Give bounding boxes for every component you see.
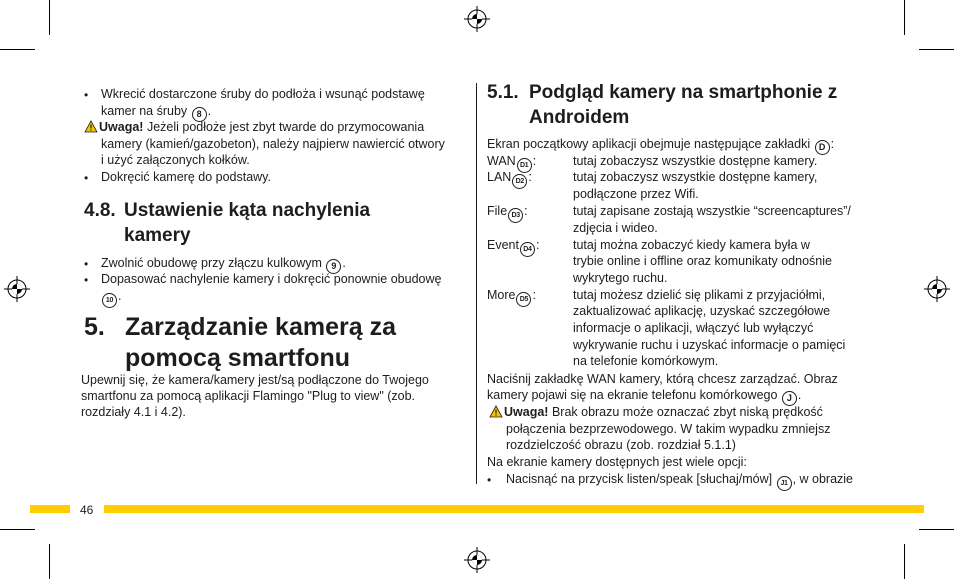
tab-description: tutaj zobaczysz wszystkie dostępne kamery, <box>573 170 818 184</box>
paragraph-line: Ekran początkowy aplikacji obejmuje następujące zakładki D : <box>487 136 834 155</box>
crop-mark <box>919 529 954 530</box>
column-divider <box>476 83 477 484</box>
footer-accent-bar <box>104 505 924 513</box>
bullet-icon: • <box>487 473 492 487</box>
paragraph-line: rozdziały 4.1 i 4.2). <box>81 405 186 419</box>
footer-accent-bar <box>30 505 70 513</box>
tab-description: na telefonie komórkowym. <box>573 354 719 368</box>
crop-mark <box>904 544 905 579</box>
bullet-icon: • <box>84 273 89 287</box>
tab-description: informacje o aplikacji, włączyć lub wyłączyć <box>573 321 814 335</box>
callout-badge: 8 <box>192 107 207 122</box>
registration-mark-icon <box>464 6 490 32</box>
crop-mark <box>904 0 905 35</box>
callout-badge: D4 <box>520 242 535 257</box>
callout-badge: 10 <box>102 293 117 308</box>
tab-label-file: File D3 : <box>487 203 528 223</box>
list-item: Zwolnić obudowę przy złączu kulkowym 9 . <box>101 255 346 274</box>
tab-description: zdjęcia i wideo. <box>573 221 658 235</box>
section-heading-4-8: 4.8. Ustawienie kąta nachylenia <box>84 200 371 221</box>
paragraph-line: Naciśnij zakładkę WAN kamery, którą chcesz zarządzać. Obraz <box>487 372 838 386</box>
warning-note: Uwaga! Jeżeli podłoże jest zbyt twarde do przymocowania <box>84 119 424 136</box>
crop-mark <box>0 49 35 50</box>
list-item: Dopasować nachylenie kamery i dokręcić ponownie obudowę 10 . <box>101 271 441 308</box>
crop-mark <box>0 529 35 530</box>
tab-description: tutaj zapisane zostają wszystkie “screencaptures”/ <box>573 204 851 218</box>
tab-label-event: Event D4 : <box>487 237 539 257</box>
tab-description: wykrywanie ruchu i uzyskać informacje o pamięci <box>573 338 846 352</box>
crop-mark <box>49 544 50 579</box>
tab-description: tutaj możesz dzielić się plikami z przyjaciółmi, <box>573 288 826 302</box>
tab-label-lan: LAN D2 : <box>487 169 532 189</box>
bullet-icon: • <box>84 171 89 185</box>
callout-badge: D1 <box>517 158 532 173</box>
registration-mark-icon <box>924 276 950 302</box>
tab-description: zaktualizować aplikację, uzyskać szczegółowe <box>573 304 831 318</box>
callout-badge: D5 <box>516 292 531 307</box>
registration-mark-icon <box>4 276 30 302</box>
section-heading-5: 5. Zarządzanie kamerą za <box>84 313 396 341</box>
callout-badge: D <box>815 140 830 155</box>
warning-note-line: i użyć załączonych kołków. <box>101 153 250 167</box>
list-item: Wkrecić dostarczone śruby do podłoża i wsunąć podstawę kamer na śruby 8 . <box>101 86 425 122</box>
warning-note-line: połączenia bezprzewodowego. W takim wypadku zmniejsz <box>506 422 831 436</box>
section-heading-5-1: 5.1. Podgląd kamery na smartphonie z <box>487 82 838 103</box>
crop-mark <box>919 49 954 50</box>
list-item: Nacisnąć na przycisk listen/speak [słuchaj/mów] J1 , w obrazie <box>506 471 853 491</box>
callout-badge: J <box>782 391 797 406</box>
tab-description: podłączone przez Wifi. <box>573 187 699 201</box>
paragraph-line: kamery pojawi się na ekranie telefonu komórkowego J . <box>487 387 801 406</box>
tab-description: tutaj zobaczysz wszystkie dostępne kamery. <box>573 154 818 168</box>
section-heading-4-8-line2: kamery <box>124 225 191 246</box>
section-heading-5-line2: pomocą smartfonu <box>125 344 351 372</box>
callout-badge: D2 <box>512 174 527 189</box>
paragraph-line: smartfonu za pomocą aplikacji Flamingo "Plug to view" (zob. <box>81 389 416 403</box>
page-number: 46 <box>80 503 94 517</box>
bullet-icon: • <box>84 257 89 271</box>
callout-badge: D3 <box>508 208 523 223</box>
bullet-icon: • <box>84 88 89 102</box>
warning-note: Uwaga! Brak obrazu może oznaczać zbyt niską prędkość <box>489 404 823 421</box>
list-item: Dokręcić kamerę do podstawy. <box>101 170 271 184</box>
warning-icon <box>84 120 98 133</box>
warning-icon <box>489 405 503 418</box>
crop-mark <box>49 0 50 35</box>
tab-description: trybie online i offline oraz komunikaty odnośnie <box>573 254 832 268</box>
tab-description: tutaj można zobaczyć kiedy kamera była w <box>573 238 810 252</box>
section-heading-5-1-line2: Androidem <box>529 107 630 128</box>
paragraph-line: Upewnij się, że kamera/kamery jest/są podłączone do Twojego <box>81 373 429 387</box>
registration-mark-icon <box>464 547 490 573</box>
paragraph-line: Na ekranie kamery dostępnych jest wiele opcji: <box>487 455 747 469</box>
callout-badge: J1 <box>777 476 792 491</box>
warning-note-line: kamery (kamień/gazobeton), należy najpierw nawiercić otwory <box>101 137 445 151</box>
warning-note-line: rozdzielczość obrazu (zob. rozdział 5.1.1) <box>506 438 736 452</box>
tab-label-more: More D5 : <box>487 287 536 307</box>
callout-badge: 9 <box>326 259 341 274</box>
tab-label-wan: WAN D1 : <box>487 153 536 173</box>
tab-description: wykrytego ruchu. <box>573 271 668 285</box>
